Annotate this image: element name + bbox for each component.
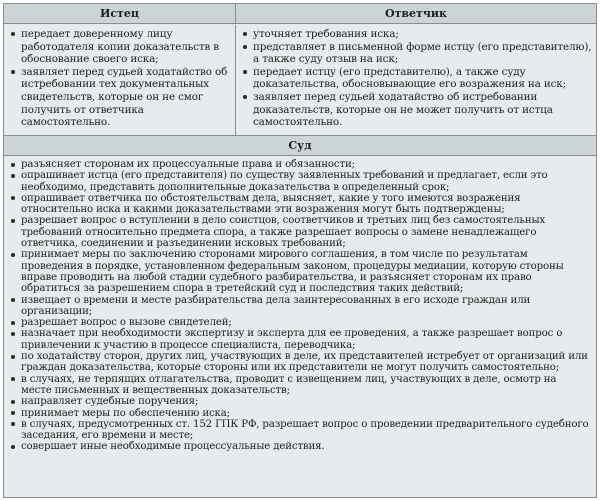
defendant-item: передает истцу (его представителю), а также суду доказательства, обосновывающие его возражения на иск; [240, 66, 592, 91]
court-item: принимает меры по заключению сторонами мирового соглашения, в том числе по результатам проведения в порядке, установленном федеральным законом, процедуры медиации, которую стороны вправе проводить на любой стадии судебного разбирательства, и разъясняет сторонам их право обратиться за разрешением спора в третейский суд и последствия таких действий; [8, 249, 590, 294]
court-item: опрашивает ответчика по обстоятельствам дела, выясняет, какие у того имеются возражения относительно иска и какими доказательствами эти возражения могут быть подтверждены; [8, 193, 590, 216]
plaintiff-column [4, 25, 236, 135]
plaintiff-item: заявляет перед судьей ходатайство об истребовании тех документальных свидетельств, которые он не смог получить от ответчика самостоятельно. [8, 66, 231, 129]
court-header: Суд [4, 135, 596, 156]
court-item: опрашивает истца (его представителя) по существу заявленных требований и предлагает, если это необходимо, представить дополнительные доказательства в определенный срок; [8, 170, 590, 193]
court-item: направляет судебные поручения; [8, 396, 590, 407]
plaintiff-header: Истец [4, 4, 236, 24]
court-item: в случаях, не терпящих отлагательства, проводит с извещением лиц, участвующих в деле, осмотр на месте письменных и вещественных доказательств; [8, 374, 590, 397]
court-item: разъясняет сторонам их процессуальные права и обязанности; [8, 159, 590, 170]
procedure-table [3, 3, 597, 498]
defendant-item: заявляет перед судьей ходатайство об истребовании доказательств, которые он не может получить от истца самостоятельно. [240, 91, 592, 129]
court-item: принимает меры по обеспечению иска; [8, 408, 590, 419]
court-column [4, 157, 596, 497]
court-item: назначает при необходимости экспертизу и эксперта для ее проведения, а также разрешает вопрос о привлечении к участию в процессе специалиста, переводчика; [8, 328, 590, 351]
defendant-column [236, 25, 596, 135]
court-item: извещает о времени и месте разбирательства дела заинтересованных в его исходе граждан или организации; [8, 295, 590, 318]
defendant-header: Ответчик [236, 4, 596, 24]
plaintiff-item: передает доверенному лицу работодателя копии доказательств в обоснование своего иска; [8, 28, 231, 66]
defendant-list [240, 28, 592, 129]
court-item: разрешает вопрос о вызове свидетелей; [8, 317, 590, 328]
defendant-item: представляет в письменной форме истцу (его представителю), а также суду отзыв на иск; [240, 41, 592, 66]
plaintiff-list [8, 28, 231, 129]
court-item: в случаях, предусмотренных ст. 152 ГПК РФ, разрешает вопрос о проведении предварительного судебного заседания, его времени и месте; [8, 419, 590, 442]
court-list [8, 159, 590, 453]
defendant-item: уточняет требования иска; [240, 28, 592, 41]
court-item: совершает иные необходимые процессуальные действия. [8, 441, 590, 452]
court-item: по ходатайству сторон, других лиц, участвующих в деле, их представителей истребует от организаций или граждан доказательства, которые стороны или их представители не могут получить самостоятельно; [8, 351, 590, 374]
court-item: разрешает вопрос о вступлении в дело соистцов, соответчиков и третьих лиц без самостоятельных требований относительно предмета спора, а также разрешает вопросы о замене ненадлежащего ответчика, соединении и разъединении исковых требований; [8, 215, 590, 249]
